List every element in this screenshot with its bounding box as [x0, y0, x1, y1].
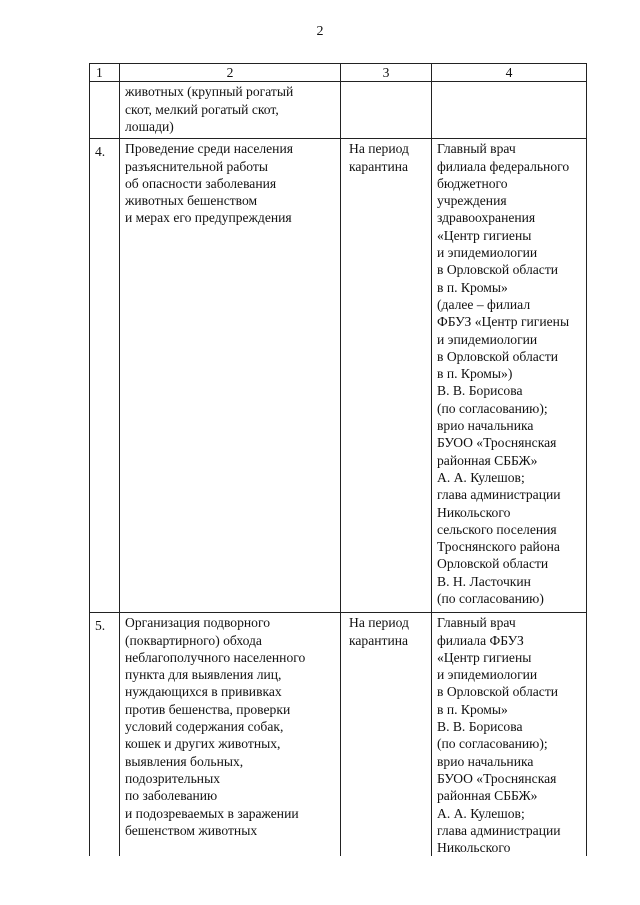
text-line: врио начальника — [437, 753, 534, 769]
period-cell — [341, 613, 432, 857]
text-line: филиала федерального — [437, 158, 570, 174]
responsible-text — [432, 613, 586, 856]
text-line: Проведение среди населения — [125, 141, 293, 157]
column-header-4: 4 — [432, 64, 587, 82]
text-line: в Орловской области — [437, 348, 559, 364]
text-line: (по согласованию) — [437, 591, 544, 607]
column-header-3: 3 — [341, 64, 432, 82]
text-line: карантина — [349, 632, 409, 648]
text-line: выявления больных, — [125, 753, 244, 769]
text-line: сельского поселения — [437, 521, 557, 537]
text-line: БУОО «Троснянская — [437, 770, 557, 786]
text-line: Орловской области — [437, 556, 549, 572]
text-line: по заболеванию — [125, 788, 218, 804]
text-line: глава администрации — [437, 822, 561, 838]
text-line: об опасности заболевания — [125, 175, 277, 191]
text-line: Главный врач — [437, 141, 516, 157]
row-number: 5. — [90, 613, 120, 857]
responsible-cell — [432, 613, 587, 857]
text-line: неблагополучного населенного — [125, 649, 306, 665]
text-line: в п. Кромы») — [437, 366, 513, 382]
table-row-4 — [90, 139, 587, 613]
activity-cell — [120, 82, 341, 139]
text-line: Никольского — [437, 840, 511, 856]
text-line: А. А. Кулешов; — [437, 805, 525, 821]
text-line: пункта для выявления лиц, — [125, 667, 282, 683]
activity-text — [120, 613, 340, 839]
text-line: и подозреваемых в заражении — [125, 805, 299, 821]
row-number — [90, 82, 120, 139]
text-line: животных (крупный рогатый — [125, 84, 294, 100]
text-line: здравоохранения — [437, 210, 536, 226]
activity-cell — [120, 613, 341, 857]
table-row-continuation — [90, 82, 587, 139]
text-line: Организация подворного — [125, 615, 270, 631]
text-line: кошек и других животных, — [125, 736, 281, 752]
text-line: животных бешенством — [125, 193, 258, 209]
table-header-row — [90, 64, 587, 82]
text-line: подозрительных — [125, 770, 220, 786]
row-number: 4. — [90, 139, 120, 613]
responsible-text — [432, 139, 586, 607]
text-line: лошади) — [125, 118, 174, 134]
text-line: (по согласованию); — [437, 400, 548, 416]
text-line: бюджетного — [437, 175, 508, 191]
text-line: в Орловской области — [437, 262, 559, 278]
text-line: карантина — [349, 158, 409, 174]
text-line: На период — [349, 141, 409, 157]
text-line: врио начальника — [437, 418, 534, 434]
text-line: районная СББЖ» — [437, 788, 538, 804]
text-line: и мерах его предупреждения — [125, 210, 292, 226]
text-line: и эпидемиологии — [437, 331, 538, 347]
text-line: (далее – филиал — [437, 296, 531, 312]
period-text — [341, 82, 431, 83]
text-line: В. В. Борисова — [437, 383, 523, 399]
period-text — [341, 139, 431, 175]
text-line: нуждающихся в прививках — [125, 684, 282, 700]
text-line: БУОО «Троснянская — [437, 435, 557, 451]
responsible-cell — [432, 82, 587, 139]
text-line: В. В. Борисова — [437, 719, 523, 735]
text-line: в Орловской области — [437, 684, 559, 700]
text-line: В. Н. Ласточкин — [437, 573, 531, 589]
period-text — [341, 613, 431, 649]
period-cell — [341, 82, 432, 139]
text-line: районная СББЖ» — [437, 452, 538, 468]
text-line: «Центр гигиены — [437, 227, 532, 243]
text-line: в п. Кромы» — [437, 279, 508, 295]
text-line: Троснянского района — [437, 539, 560, 555]
text-line: (по согласованию); — [437, 736, 548, 752]
text-line: против бешенства, проверки — [125, 701, 291, 717]
text-line: Главный врач — [437, 615, 516, 631]
activity-text — [120, 82, 340, 135]
period-cell — [341, 139, 432, 613]
text-line: условий содержания собак, — [125, 719, 284, 735]
text-line: «Центр гигиены — [437, 649, 532, 665]
page-number: 2 — [316, 24, 324, 39]
text-line: (поквартирного) обхода — [125, 632, 262, 648]
text-line: Никольского — [437, 504, 511, 520]
text-line: и эпидемиологии — [437, 245, 538, 261]
text-line: разъяснительной работы — [125, 158, 268, 174]
activity-text — [120, 139, 340, 226]
text-line: На период — [349, 615, 409, 631]
responsible-text — [432, 82, 586, 83]
text-line: ФБУЗ «Центр гигиены — [437, 314, 570, 330]
text-line: и эпидемиологии — [437, 667, 538, 683]
measures-table — [89, 63, 587, 856]
text-line: глава администрации — [437, 487, 561, 503]
text-line: бешенством животных — [125, 822, 258, 838]
text-line: филиала ФБУЗ — [437, 632, 524, 648]
column-header-1: 1 — [90, 64, 120, 82]
activity-cell — [120, 139, 341, 613]
responsible-cell — [432, 139, 587, 613]
text-line: скот, мелкий рогатый скот, — [125, 101, 279, 117]
text-line: в п. Кромы» — [437, 701, 508, 717]
text-line: учреждения — [437, 193, 507, 209]
table-row-5 — [90, 613, 587, 857]
column-header-2: 2 — [120, 64, 341, 82]
text-line: А. А. Кулешов; — [437, 469, 525, 485]
